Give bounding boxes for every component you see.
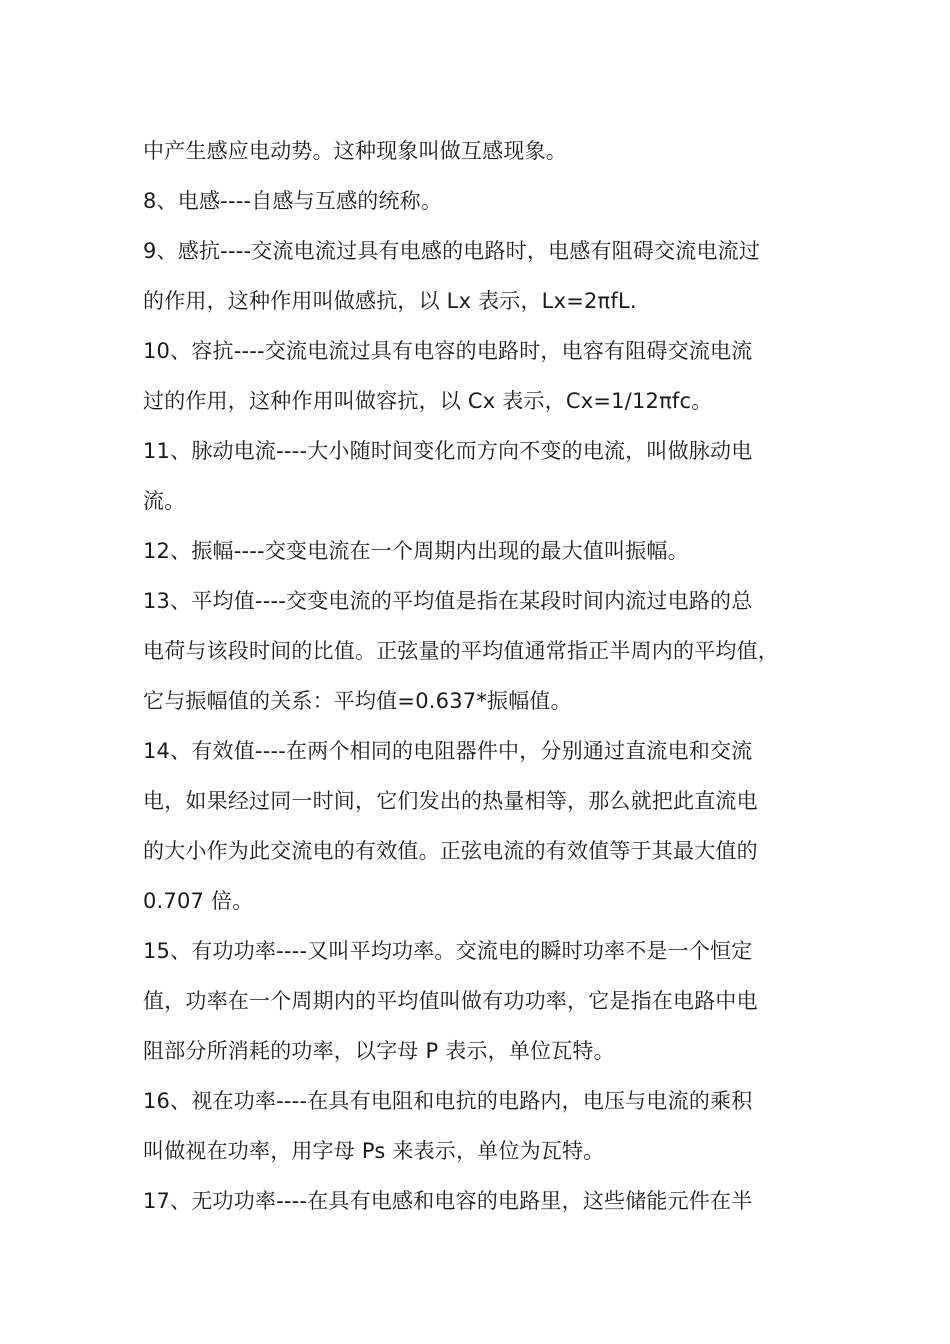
text-line: 13、平均值----交变电流的平均值是指在某段时间内流过电路的总 [143, 589, 753, 613]
text-line: 的作用，这种作用叫做感抗，以 Lx 表示，Lx=2πfL. [143, 289, 637, 313]
text-line: 12、振幅----交变电流在一个周期内出现的最大值叫振幅。 [143, 539, 689, 563]
text-line: 流。 [143, 489, 186, 513]
text-line: 的大小作为此交流电的有效值。正弦电流的有效值等于其最大值的 [143, 839, 758, 863]
text-line: 阻部分所消耗的功率，以字母 P 表示，单位瓦特。 [143, 1039, 615, 1063]
text-line: 它与振幅值的关系：平均值=0.637*振幅值。 [143, 689, 572, 713]
text-line: 11、脉动电流----大小随时间变化而方向不变的电流，叫做脉动电 [143, 439, 753, 463]
text-line: 电荷与该段时间的比值。正弦量的平均值通常指正半周内的平均值， [143, 639, 779, 663]
text-line: 15、有功功率----又叫平均功率。交流电的瞬时功率不是一个恒定 [143, 939, 753, 963]
text-line: 14、有效值----在两个相同的电阻器件中，分别通过直流电和交流 [143, 739, 753, 763]
text-line: 电，如果经过同一时间，它们发出的热量相等，那么就把此直流电 [143, 789, 758, 813]
text-line: 过的作用，这种作用叫做容抗，以 Cx 表示，Cx=1/12πfc。 [143, 389, 713, 413]
text-line: 叫做视在功率，用字母 Ps 来表示，单位为瓦特。 [143, 1139, 605, 1163]
text-line: 8、电感----自感与互感的统称。 [143, 189, 443, 213]
text-line: 0.707 倍。 [143, 889, 254, 913]
text-line: 10、容抗----交流电流过具有电容的电路时，电容有阻碍交流电流 [143, 339, 753, 363]
text-line: 16、视在功率----在具有电阻和电抗的电路内，电压与电流的乘积 [143, 1089, 753, 1113]
text-line: 中产生感应电动势。这种现象叫做互感现象。 [143, 139, 567, 163]
text-line: 17、无功功率----在具有电感和电容的电路里，这些储能元件在半 [143, 1189, 753, 1213]
text-line: 值，功率在一个周期内的平均值叫做有功功率，它是指在电路中电 [143, 989, 758, 1013]
text-line: 9、感抗----交流电流过具有电感的电路时，电感有阻碍交流电流过 [143, 239, 761, 263]
